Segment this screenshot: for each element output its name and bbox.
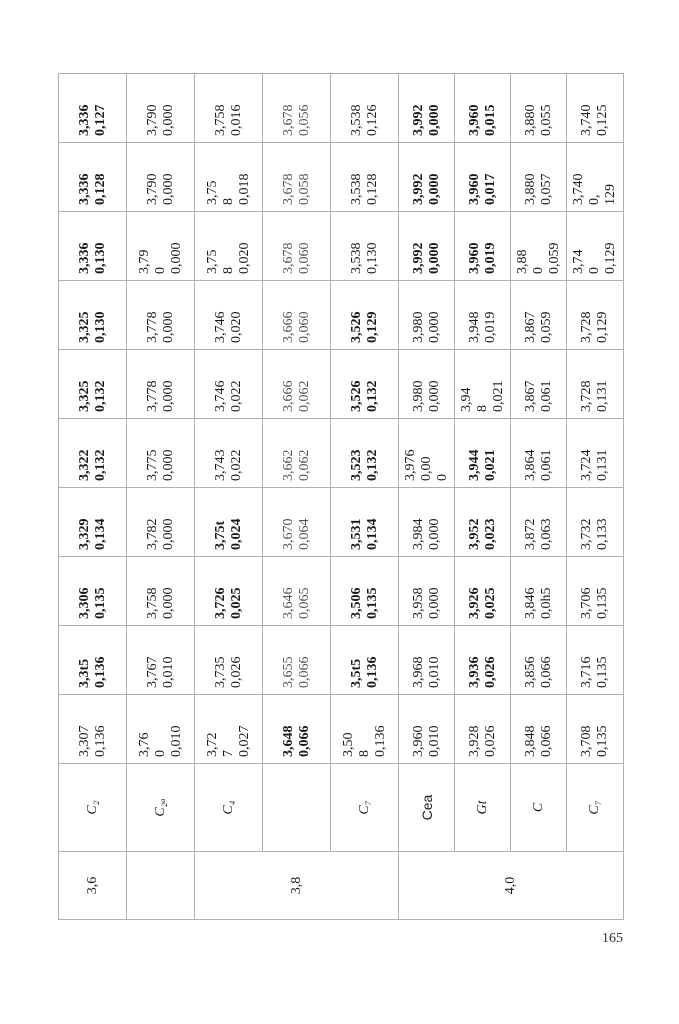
table-cell: 3,960 0,017 [455, 143, 511, 212]
param-label [263, 764, 331, 852]
table-cell: 3,336 0,127 [59, 74, 127, 143]
table-cell: 3,740 0, 129 [567, 143, 624, 212]
table-cell: 3,746 0,022 [195, 350, 263, 419]
table-cell: 3,716 0,135 [567, 626, 624, 695]
table-cell: 3,740 0,125 [567, 74, 624, 143]
table-cell: 3,984 0,000 [399, 488, 455, 557]
table-cell: 3,960 0,010 [399, 695, 455, 764]
table-cell: 3,758 0,000 [127, 557, 195, 626]
table-cell: 3,944 0,021 [455, 419, 511, 488]
table-cell: 3,670 0,064 [263, 488, 331, 557]
table-cell: 3,864 0,061 [511, 419, 567, 488]
table-cell: 3,790 0,000 [127, 143, 195, 212]
table-row [59, 74, 127, 920]
table-cell: 3,726 0,025 [195, 557, 263, 626]
table-row [263, 74, 331, 920]
table-cell: 3,79 0 0,000 [127, 212, 195, 281]
table-cell: 3,767 0,010 [127, 626, 195, 695]
table-cell: 3,75 8 0,018 [195, 143, 263, 212]
table-cell: 3,666 0,062 [263, 350, 331, 419]
rotated-table-container [58, 74, 623, 920]
table-row [567, 74, 624, 920]
table-cell: 3,743 0,022 [195, 419, 263, 488]
page-number: 165 [602, 931, 623, 946]
table-cell: 3,706 0,135 [567, 557, 624, 626]
data-table [58, 73, 624, 920]
table-cell: 3,538 0,126 [331, 74, 399, 143]
table-cell: 3,74 0 0,129 [567, 212, 624, 281]
table-cell: 3,94 8 0,021 [455, 350, 511, 419]
table-cell: 3,329 0,134 [59, 488, 127, 557]
table-cell: 3,976 0,00 0 [399, 419, 455, 488]
table-cell: 3,648 0,066 [263, 695, 331, 764]
table-cell: 3,980 0,000 [399, 281, 455, 350]
table-cell: 3,775 0,000 [127, 419, 195, 488]
table-cell: 3,732 0,133 [567, 488, 624, 557]
table-cell: 3,867 0,061 [511, 350, 567, 419]
param-label: Gt [455, 764, 511, 852]
table-cell: 3,336 0,128 [59, 143, 127, 212]
table-cell: 3,523 0,132 [331, 419, 399, 488]
table-cell: 3,992 0,000 [399, 74, 455, 143]
param-label: C [511, 764, 567, 852]
table-row [127, 74, 195, 920]
table-cell: 3,880 0,057 [511, 143, 567, 212]
table-cell: 3,778 0,000 [127, 281, 195, 350]
table-cell: 3,724 0,131 [567, 419, 624, 488]
table-row [455, 74, 511, 920]
table-cell: 3,538 0,130 [331, 212, 399, 281]
table-cell: 3,782 0,000 [127, 488, 195, 557]
table-cell: 3,88 0 0,059 [511, 212, 567, 281]
table-cell: 3,992 0,000 [399, 212, 455, 281]
table-cell: 3,872 0,063 [511, 488, 567, 557]
group-label: 3,6 [59, 852, 127, 920]
table-cell: 3,526 0,129 [331, 281, 399, 350]
table-cell: 3,662 0,062 [263, 419, 331, 488]
table-cell: 3,3t5 0,136 [59, 626, 127, 695]
table-cell: 3,928 0,026 [455, 695, 511, 764]
table-cell: 3,980 0,000 [399, 350, 455, 419]
table-cell: 3,322 0,132 [59, 419, 127, 488]
param-label: C₂ₐ [127, 764, 195, 852]
table-cell: 3,306 0,135 [59, 557, 127, 626]
table-cell: 3,336 0,130 [59, 212, 127, 281]
group-label [127, 852, 195, 920]
table-row [399, 74, 455, 920]
group-label: 3,8 [195, 852, 399, 920]
group-label: 4,0 [399, 852, 624, 920]
table-cell: 3,992 0,000 [399, 143, 455, 212]
table-cell: 3,778 0,000 [127, 350, 195, 419]
table-cell: 3,678 0,056 [263, 74, 331, 143]
table-cell: 3,75t 0,024 [195, 488, 263, 557]
param-label: C₇ [567, 764, 624, 852]
param-label: Cea [399, 764, 455, 852]
table-cell: 3,790 0,000 [127, 74, 195, 143]
table-cell: 3,506 0,135 [331, 557, 399, 626]
table-cell: 3,728 0,129 [567, 281, 624, 350]
table-row [331, 74, 399, 920]
table-cell: 3,758 0,016 [195, 74, 263, 143]
table-cell: 3,646 0,065 [263, 557, 331, 626]
param-label: C₂ [59, 764, 127, 852]
table-cell: 3,5t5 0,136 [331, 626, 399, 695]
table-row [195, 74, 263, 920]
table-cell: 3,952 0,023 [455, 488, 511, 557]
table-cell: 3,678 0,058 [263, 143, 331, 212]
param-label: C₇ [331, 764, 399, 852]
table-cell: 3,655 0,066 [263, 626, 331, 695]
table-cell: 3,678 0,060 [263, 212, 331, 281]
table-cell: 3,307 0,136 [59, 695, 127, 764]
param-label: C₄ [195, 764, 263, 852]
table-cell: 3,735 0,026 [195, 626, 263, 695]
table-cell: 3,960 0,015 [455, 74, 511, 143]
table-cell: 3,926 0,025 [455, 557, 511, 626]
table-cell: 3,531 0,134 [331, 488, 399, 557]
table-row [511, 74, 567, 920]
table-cell: 3,960 0,019 [455, 212, 511, 281]
table-cell: 3,880 0,055 [511, 74, 567, 143]
table-cell: 3,728 0,131 [567, 350, 624, 419]
table-cell: 3,846 0,0h5 [511, 557, 567, 626]
table-cell: 3,968 0,010 [399, 626, 455, 695]
table-cell: 3,75 8 0,020 [195, 212, 263, 281]
table-cell: 3,325 0,130 [59, 281, 127, 350]
table-cell: 3,526 0,132 [331, 350, 399, 419]
table-cell: 3,50 8 0,136 [331, 695, 399, 764]
table-cell: 3,72 7 0,027 [195, 695, 263, 764]
table-cell: 3,76 0 0,010 [127, 695, 195, 764]
table-cell: 3,708 0,135 [567, 695, 624, 764]
table-cell: 3,867 0,059 [511, 281, 567, 350]
table-cell: 3,958 0,000 [399, 557, 455, 626]
table-cell: 3,746 0,020 [195, 281, 263, 350]
table-cell: 3,856 0,066 [511, 626, 567, 695]
table-cell: 3,538 0,128 [331, 143, 399, 212]
table-cell: 3,948 0,019 [455, 281, 511, 350]
table-cell: 3,936 0,026 [455, 626, 511, 695]
table-cell: 3,666 0,060 [263, 281, 331, 350]
table-cell: 3,325 0,132 [59, 350, 127, 419]
table-cell: 3,848 0,066 [511, 695, 567, 764]
